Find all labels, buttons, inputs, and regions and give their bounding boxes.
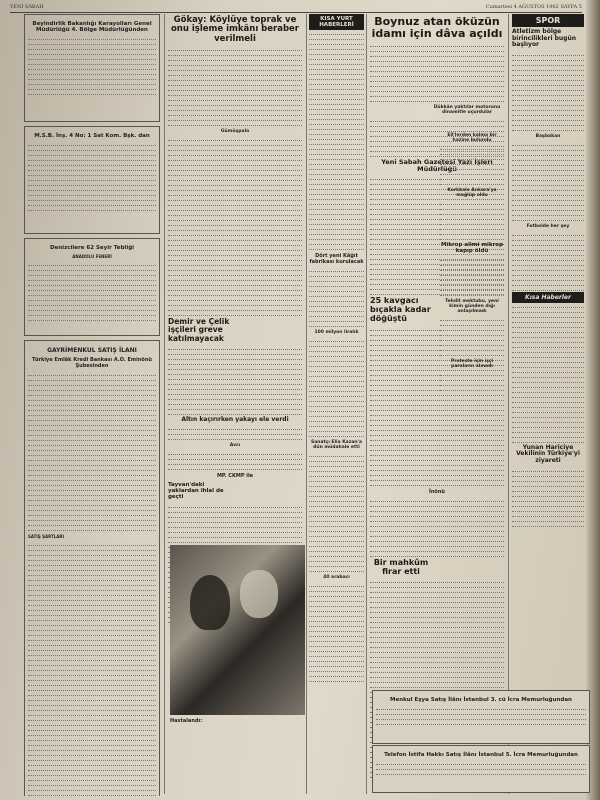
subheading-dukkan: Dükkân yaktılar motorunu dinamitle uçurdular [433, 105, 501, 116]
short-news-column [309, 14, 364, 796]
section-tag-kisa-haberler: Kısa Haberler [512, 292, 584, 303]
subheading-proteste: Proteste için işçi paraların alınadı [450, 359, 494, 370]
headline-40-arabaci: 40 arabacı [323, 575, 350, 580]
notice-menkul-esya [372, 690, 590, 744]
notice-title: GAYRİMENKUL SATIŞ İLANI [47, 347, 137, 354]
photo-caption: Hastalandı: [170, 718, 203, 724]
notice-title: M.S.B. İnş. 4 No: 1 Sat Kom. Bşk. dan [34, 133, 150, 139]
column-rule [164, 14, 165, 794]
subheading-hazine: Ell'lerden kalma bir hazine bulundu [447, 133, 497, 143]
notice-title: Telefon İstifa Hakkı Satış İlânı İstanbul 5. İcra Memurluğundan [384, 752, 578, 758]
headline-100-milyon: 100 milyon liralık [314, 330, 359, 335]
notice-subtitle: ANADOLU FENERİ [72, 254, 112, 259]
headline-elia-kazan: Sanatçı Elia Kazan'a dün müdahale etti [310, 440, 362, 450]
subheading-inonu: İnönü [429, 488, 445, 495]
subheading-basbakan: Başbakan [535, 133, 561, 139]
column-rule [306, 14, 307, 794]
notice-gayrimenkul [24, 340, 160, 796]
subheading-tehdit: Tehdit mektubu, yeni kimin günden dığı anlaşılmadı [445, 299, 499, 315]
headline-mahkum: Bir mahkûm firar etti [373, 557, 429, 576]
headline-kavgaci: 25 kavgacı bıçakla kadar döğüştü [370, 296, 431, 324]
newspaper-name: YENİ SABAH [10, 4, 44, 10]
issue-date: Cumartesi 4 AĞUSTOS 1962 SAYFA 5 [485, 4, 582, 10]
headline-demir-celik: Demir ve Çelik işçileri greve katılmayacak [168, 317, 230, 343]
section-tag-spor: SPOR [512, 14, 584, 27]
notice-title: Denizcilere 62 Seyir Tebliği [49, 245, 135, 251]
subheading-mp-ckmp: MP. CKMP ile [216, 473, 254, 480]
subheading-avci: Avcı [229, 443, 241, 449]
notice-denizcilere [24, 238, 160, 336]
headline-gokay: Gökay: Köylüye toprak ve onu işleme imkânı beraber verilmeli [170, 15, 300, 44]
notice-msb [24, 126, 160, 234]
news-photo [170, 545, 305, 715]
subheading-korkkale: Korkkale Ankara'ya mağlûp oldu [447, 188, 497, 198]
sports-column [512, 14, 584, 796]
photo-figure-woman [190, 575, 230, 630]
subheading-futbol: Futbolde her şey [526, 223, 570, 229]
notice-telefon [372, 745, 590, 793]
headline-kagit: Dört yeni Kâğıt fabrikası kurulacak [309, 253, 364, 265]
headline-okuz: Boynuz atan öküzün idamı için dâva açıldı [371, 15, 503, 41]
notice-karayollari [24, 14, 160, 122]
column-rule [508, 14, 509, 794]
section-tag-kisa-yurt: KISA YURT HABERLERİ [309, 14, 364, 30]
photo-figure-man [240, 570, 278, 618]
headline-altin: Altın kaçırırken yakayı ele verdi [181, 415, 289, 423]
notice-subtitle: Türkiye Emlâk Kredi Bankası A.O. Eminönü Şubesinden [32, 357, 152, 369]
subheading-gumuspala: Gümüşpala [220, 129, 250, 135]
small-items-column [440, 130, 504, 430]
headline-yunan: Yunan Hariciye Vekilinin Türkiye'yi ziyareti [516, 443, 580, 464]
headline-atletizm: Atletizm bölge birincilikleri bugün başlıyor [512, 28, 576, 49]
headline-tayvan: Tayvan'daki yaklardan ihlal de geçti [168, 482, 224, 501]
notice-title: Menkul Eşya Satış İlânı İstanbul 3. cü İcra Memurluğundan [390, 697, 572, 703]
notices-column [24, 14, 160, 796]
notice-title: Beyindirlik Bakanlığı Karayolları Genel Müdürlüğü 4. Bölge Müdürlüğünden [32, 21, 152, 33]
page-header [10, 2, 582, 13]
page-edge-shadow [586, 0, 600, 800]
headline-mikrop: Mikrop alimi mikrop kapıp öldü [440, 242, 504, 255]
notice-section: SATIŞ ŞARTLARI [28, 534, 64, 539]
headline-yeni-sabah: Yeni Sabah Gazetesi Yazı İşleri Müdürlüğü [381, 158, 493, 174]
column-rule [366, 14, 367, 794]
